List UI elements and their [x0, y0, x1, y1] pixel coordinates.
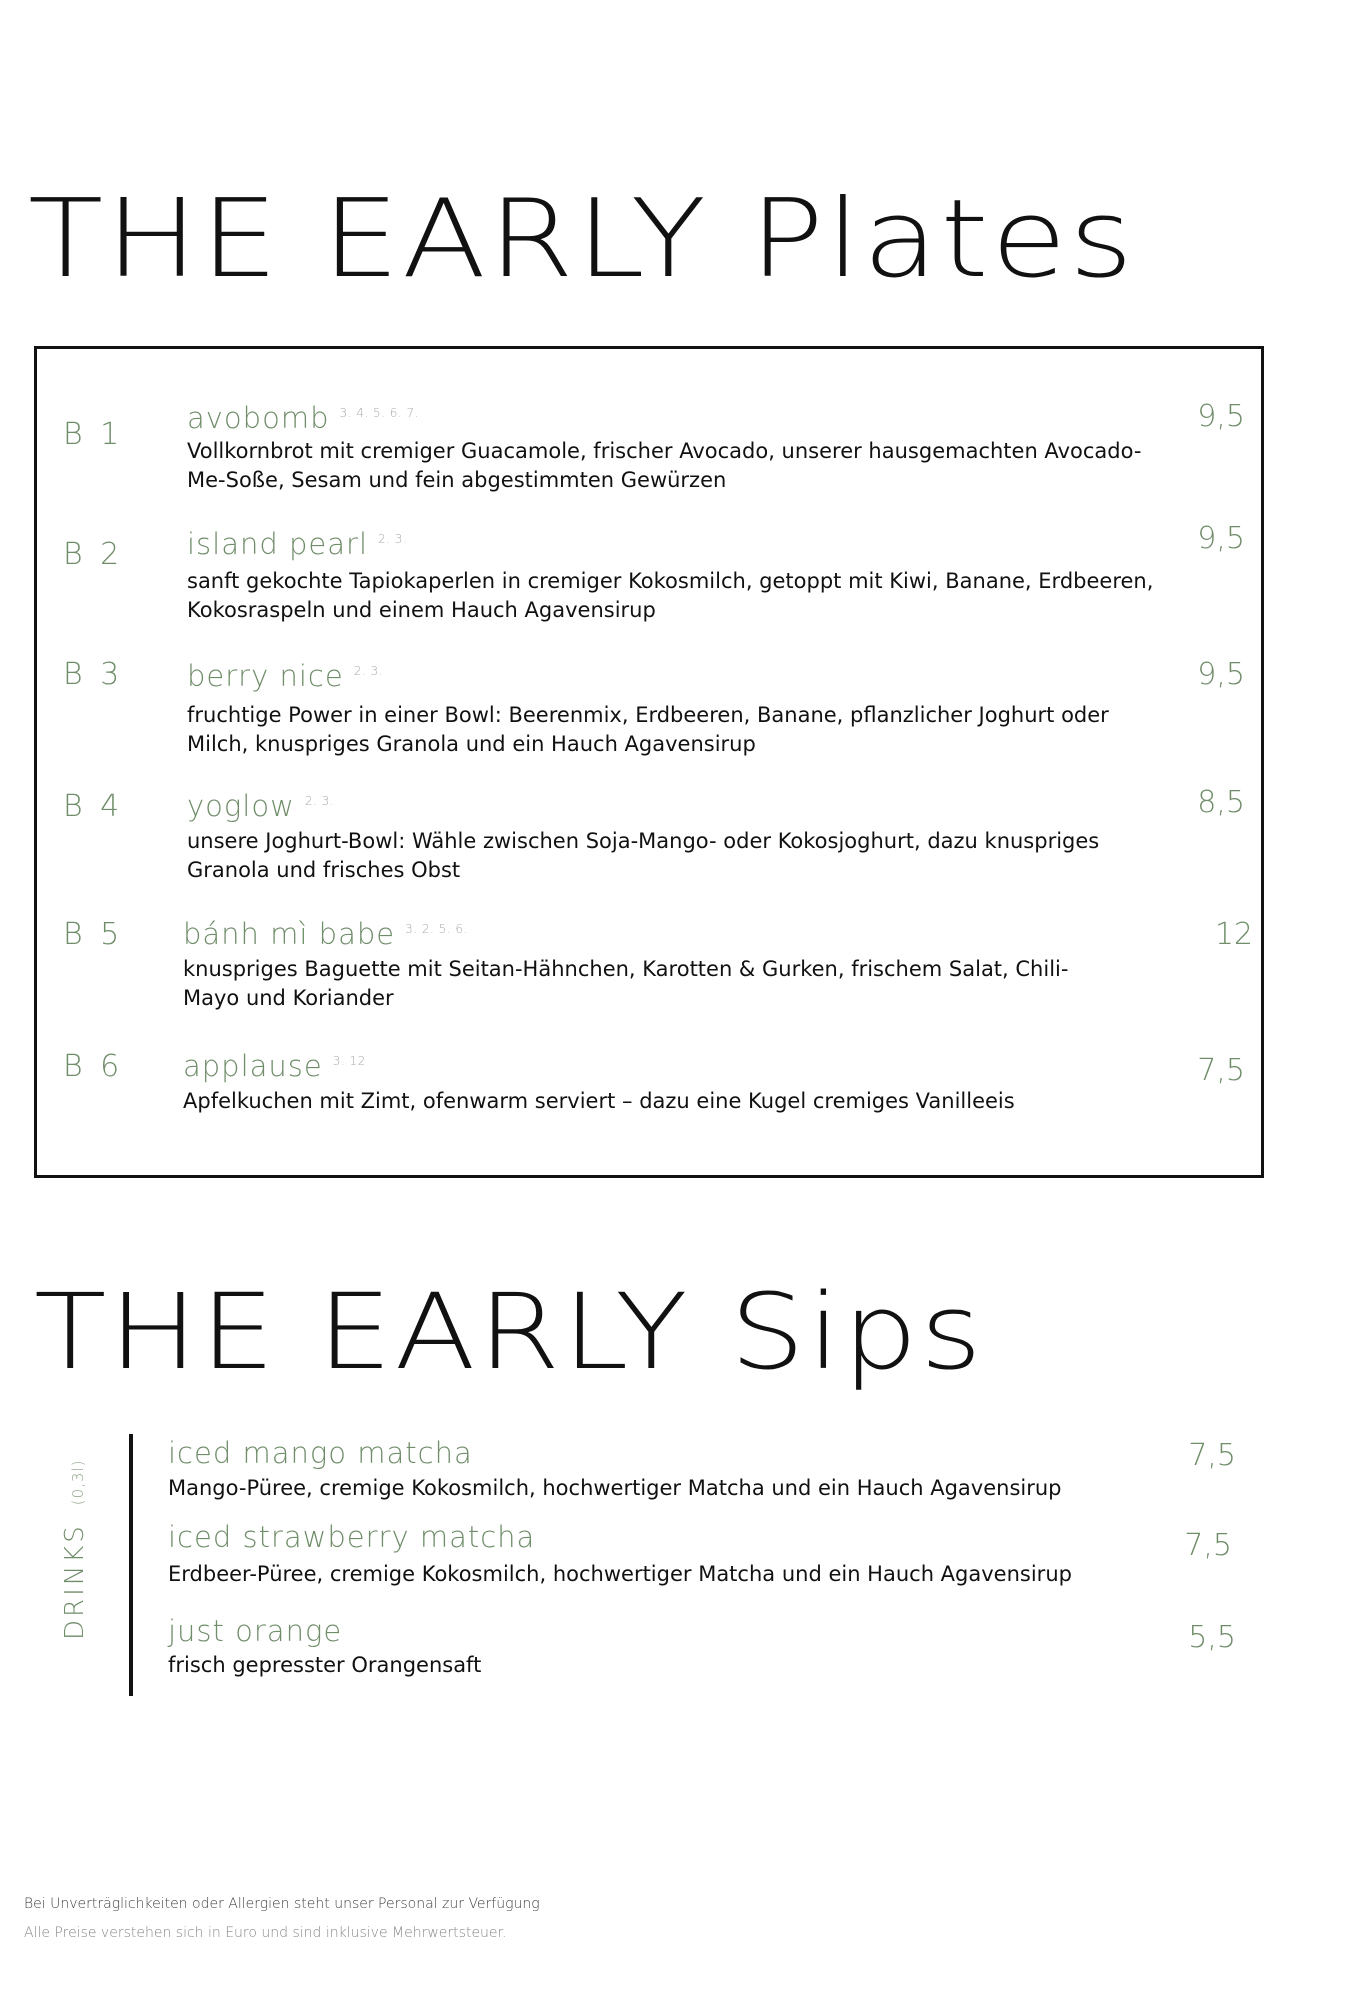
plate-description: Vollkornbrot mit cremiger Guacamole, frischer Avocado, unserer hausgemachten Avocado-Me-Soße, Sesam und fein abgestimmten Gewürzen [187, 439, 1142, 492]
plate-description: Apfelkuchen mit Zimt, ofenwarm serviert – dazu eine Kugel cremiges Vanilleeis [183, 1089, 1015, 1113]
drinks-divider-bar [129, 1434, 133, 1696]
plate-code: B 5 [63, 917, 124, 952]
plate-code: B 4 [63, 789, 124, 824]
drinks-size-label: (0,3l) [69, 1459, 87, 1506]
plate-name [183, 1049, 366, 1083]
plate-price: 9,5 [1197, 399, 1245, 434]
plate-allergens: 2. 3. [378, 532, 408, 547]
drink-price: 7,5 [1188, 1438, 1236, 1473]
price-note: Alle Preise verstehen sich in Euro und sind inklusive Mehrwertsteuer. [24, 1925, 507, 1941]
plate-allergens: 2. 3. [353, 664, 383, 679]
plate-description: unsere Joghurt-Bowl: Wähle zwischen Soja-Mango- oder Kokosjoghurt, dazu knuspriges Granola und frisches Obst [187, 829, 1100, 882]
drink-name: iced strawberry matcha [168, 1520, 536, 1554]
plate-name [187, 401, 419, 435]
drink-description: Mango-Püree, cremige Kokosmilch, hochwertiger Matcha und ein Hauch Agavensirup [168, 1476, 1062, 1500]
plate-price: 8,5 [1197, 785, 1245, 820]
plate-name [187, 527, 407, 561]
drink-name: iced mango matcha [168, 1436, 473, 1470]
plate-price: 7,5 [1197, 1053, 1245, 1088]
plate-name-text: berry nice [187, 659, 344, 693]
plate-allergens: 3. 2. 5. 6. [405, 922, 468, 937]
plate-description: knuspriges Baguette mit Seitan-Hähnchen, Karotten & Gurken, frischem Salat, Chili-Mayo und Koriander [183, 957, 1069, 1010]
drinks-label-text: DRINKS [60, 1523, 90, 1640]
drink-name: just orange [168, 1614, 343, 1648]
plate-allergens: 2. 3. [304, 794, 335, 809]
plate-code: B 1 [63, 417, 124, 452]
plate-code: B 3 [63, 657, 124, 692]
drink-price: 5,5 [1188, 1620, 1236, 1655]
plate-name [183, 917, 468, 951]
plate-price: 9,5 [1197, 521, 1245, 556]
plate-name-text: yoglow [187, 789, 295, 823]
plate-allergens: 3. 4. 5. 6. 7. [339, 406, 419, 421]
plate-name [187, 659, 383, 693]
plate-description: fruchtige Power in einer Bowl: Beerenmix, Erdbeeren, Banane, pflanzlicher Joghurt oder Milch, knuspriges Granola und ein Hauch Agavensirup [187, 703, 1109, 756]
plate-name-text: applause [183, 1049, 323, 1083]
drink-description: Erdbeer-Püree, cremige Kokosmilch, hochwertiger Matcha und ein Hauch Agavensirup [168, 1562, 1072, 1586]
plate-code: B 2 [63, 537, 124, 572]
plate-allergens: 3. 12 [332, 1054, 366, 1069]
sips-section-title: THE EARLY Sips [34, 1271, 985, 1393]
plate-description: sanft gekochte Tapiokaperlen in cremiger Kokosmilch, getoppt mit Kiwi, Banane, Erdbeeren, Kokosraspeln und einem Hauch Agavensirup [187, 569, 1154, 622]
plate-name-text: bánh mì babe [183, 917, 396, 951]
plates-menu-box [34, 346, 1264, 1178]
drink-price: 7,5 [1184, 1528, 1232, 1563]
plate-name-text: avobomb [187, 401, 330, 435]
plate-price: 9,5 [1197, 657, 1245, 692]
drink-description: frisch gepresster Orangensaft [168, 1653, 482, 1677]
plate-price: 12 [1214, 917, 1253, 952]
plate-name [187, 789, 334, 823]
allergy-note: Bei Unverträglichkeiten oder Allergien steht unser Personal zur Verfügung [24, 1896, 540, 1912]
plates-section-title: THE EARLY Plates [28, 177, 1136, 302]
drinks-side-label [60, 1460, 90, 1641]
plate-code: B 6 [63, 1049, 124, 1084]
plate-name-text: island pearl [187, 527, 369, 561]
